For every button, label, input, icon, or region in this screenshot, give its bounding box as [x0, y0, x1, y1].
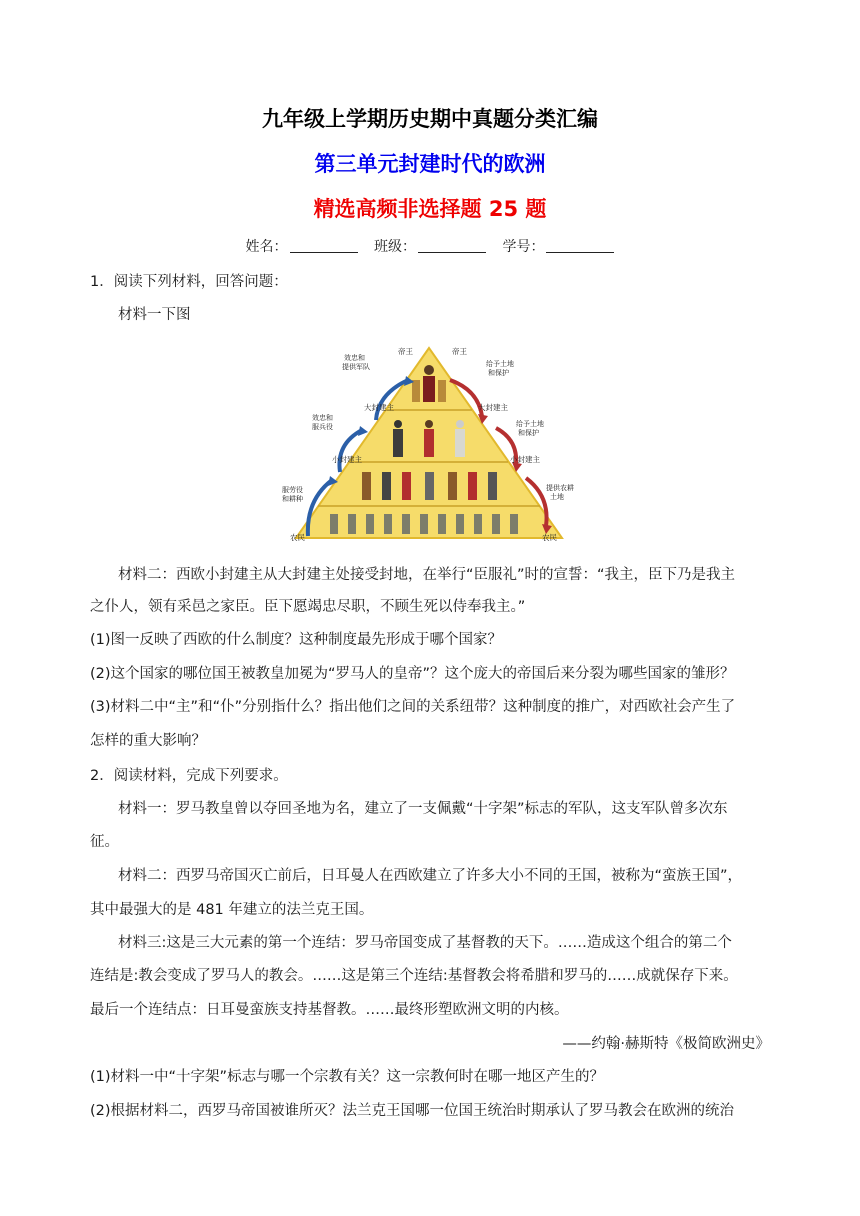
label-arrow-left-top: 效忠和提供军队	[342, 354, 370, 371]
q1-material1-label: 材料一下图	[118, 307, 191, 323]
label-arrow-right-bottom: 提供农耕土地	[546, 484, 574, 501]
q1-material2-line1: 材料二：西欧小封建主从大封建主处接受封地，在举行“臣服礼”时的宣誓：“我主，臣下乃是我主	[118, 567, 736, 583]
q2-stem: 2．阅读材料，完成下列要求。	[90, 768, 288, 784]
q2-source: ——约翰·赫斯特《极简欧洲史》	[562, 1036, 770, 1052]
label-great-lord-right: 大封建主	[478, 403, 508, 412]
q1-subq3-line1: (3)材料二中“主”和“仆”分别指什么？指出他们之间的关系纽带？这种制度的推广，对西欧社会产生了	[90, 699, 736, 715]
q2-material3-line2: 连结是:教会变成了罗马人的教会。……这是第三个连结:基督教会将希腊和罗马的……成就保存下来。	[90, 968, 738, 984]
q1-stem: 1．阅读下列材料，回答问题：	[90, 274, 288, 290]
name-label: 姓名：	[245, 239, 288, 255]
q1-subq1: (1)图一反映了西欧的什么制度？这种制度最先形成于哪个国家？	[90, 632, 503, 648]
label-arrow-left-bottom: 服劳役和耕种	[282, 486, 303, 503]
unit-title: 第三单元封建时代的欧洲	[314, 152, 546, 176]
q1-material2-line2: 之仆人，领有采邑之家臣。臣下愿竭忠尽职，不顾生死以侍奉我主。”	[90, 599, 526, 615]
q1-subq2: (2)这个国家的哪位国王被教皇加冕为“罗马人的皇帝”？这个庞大的帝国后来分裂为哪些国家的雏形？	[90, 666, 735, 682]
name-blank[interactable]	[290, 238, 358, 253]
q2-material2-line2: 其中最强大的是 481 年建立的法兰克王国。	[90, 902, 374, 918]
q2-material1-line2: 征。	[90, 834, 119, 850]
q2-material3-line3: 最后一个连结点：日耳曼蛮族支持基督教。……最终形塑欧洲文明的内核。	[90, 1002, 569, 1018]
label-arrow-right-middle: 给予土地和保护	[516, 420, 544, 437]
subtitle: 精选高频非选择题 25 题	[313, 197, 547, 221]
label-lesser-lord-right: 小封建主	[510, 455, 540, 464]
label-king-left: 帝王	[398, 347, 413, 356]
q2-subq2: (2)根据材料二，西罗马帝国被谁所灭？法兰克王国哪一位国王统治时期承认了罗马教会在欧洲的统治	[90, 1103, 735, 1119]
label-great-lord-left: 大封建主	[364, 403, 394, 412]
number-blank[interactable]	[546, 238, 614, 253]
q2-subq1: (1)材料一中“十字架”标志与哪一个宗教有关？这一宗教何时在哪一地区产生的？	[90, 1069, 605, 1085]
q2-material2-line1: 材料二：西罗马帝国灭亡前后，日耳曼人在西欧建立了许多大小不同的王国，被称为“蛮族王国”，	[118, 868, 743, 884]
q2-material1-line1: 材料一：罗马教皇曾以夺回圣地为名，建立了一支佩戴“十字架”标志的军队，这支军队曾多次东	[118, 801, 728, 817]
lesser-lords-figures	[362, 472, 497, 500]
student-info-row	[0, 236, 860, 256]
label-king-right: 帝王	[452, 347, 467, 356]
feudal-pyramid-figure	[278, 340, 580, 546]
number-label: 学号：	[502, 239, 545, 255]
q1-subq3-line2: 怎样的重大影响？	[90, 733, 206, 749]
q2-material3-line1: 材料三:这是三大元素的第一个连结：罗马帝国变成了基督教的天下。……造成这个组合的第二个	[118, 935, 732, 951]
class-blank[interactable]	[418, 238, 486, 253]
label-arrow-right-top: 给予土地和保护	[486, 360, 514, 377]
label-peasant-right: 农民	[542, 533, 557, 542]
class-label: 班级：	[374, 239, 416, 255]
label-peasant-left: 农民	[290, 533, 305, 542]
label-arrow-left-middle: 效忠和服兵役	[312, 414, 333, 431]
page-title: 九年级上学期历史期中真题分类汇编	[262, 107, 598, 131]
label-lesser-lord-left: 小封建主	[332, 455, 362, 464]
